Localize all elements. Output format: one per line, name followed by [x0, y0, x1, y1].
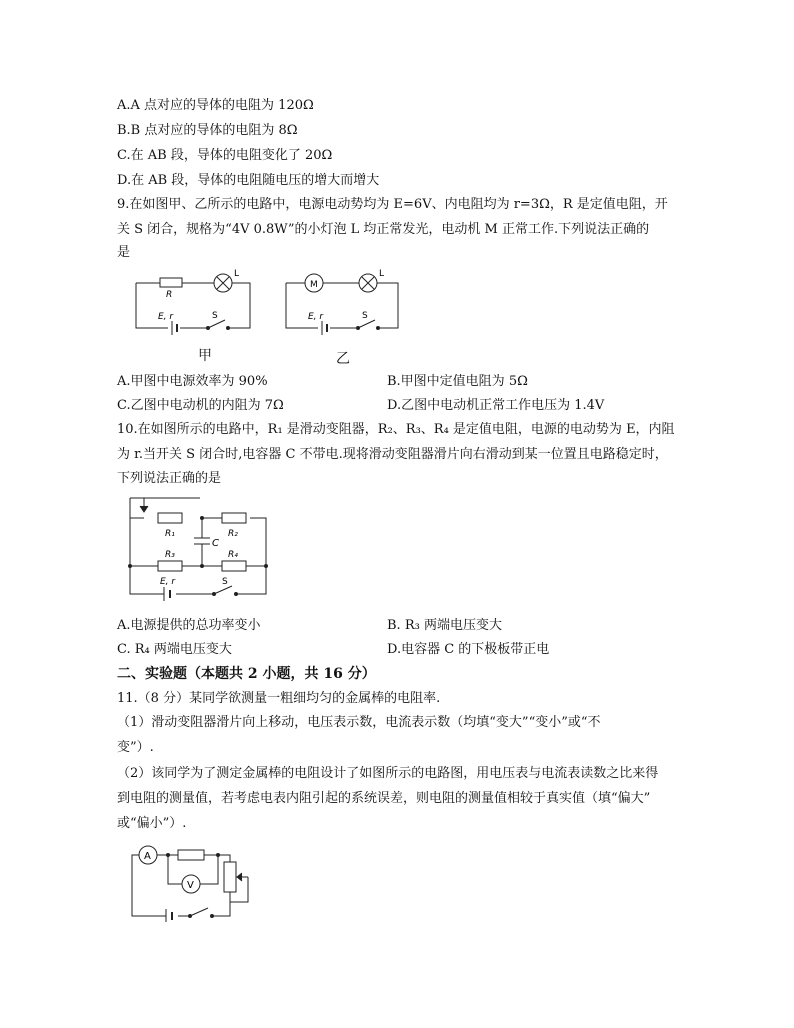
q8-option-a: A.A 点对应的导体的电阻为 120Ω: [117, 98, 314, 113]
q9-stem-line1: 9.在如图甲、乙所示的电路中，电源电动势均为 E=6V、内电阻均为 r=3Ω，R 是定值电阻，开: [117, 197, 668, 212]
q9-yi-M-label: M: [310, 280, 318, 290]
q9-option-a: A.甲图中电源效率为 90%: [117, 374, 268, 389]
q11-part2-line3: 或“偏小”）.: [117, 816, 187, 831]
q10-C-label: C: [212, 538, 219, 549]
q11-part2-line2: 到电阻的测量值，若考虑电表内阻引起的系统误差，则电阻的测量值相较于真实值（填“偏大”: [117, 791, 651, 806]
q10-R1-label: R₁: [165, 529, 175, 539]
q9-jia-S-label: S: [212, 311, 218, 321]
q10-R2-label: R₂: [228, 529, 238, 539]
q9-jia-L-label: L: [234, 269, 240, 279]
q9-circuit-yi: [278, 266, 408, 338]
q10-option-a: A.电源提供的总功率变小: [117, 618, 261, 633]
q10-option-c: C. R₄ 两端电压变大: [117, 642, 232, 657]
q10-circuit: [124, 494, 274, 606]
q9-option-c: C.乙图中电动机的内阻为 7Ω: [117, 398, 284, 413]
q11-part2-line1: （2）该同学为了测定金属棒的电阻设计了如图所示的电路图，用电压表与电流表读数之比来得: [117, 766, 659, 781]
q8-option-b: B.B 点对应的导体的电阻为 8Ω: [117, 123, 298, 138]
q11-part1-line2: 变”）.: [117, 740, 154, 755]
q10-option-b: B. R₃ 两端电压变大: [387, 618, 502, 633]
q11-ammeter-label: A: [144, 851, 151, 862]
q11-voltmeter-label: V: [187, 880, 194, 891]
q10-Er-label: E, r: [160, 577, 176, 587]
q9-option-d: D.乙图中电动机正常工作电压为 1.4V: [387, 398, 605, 413]
q10-option-d: D.电容器 C 的下极板带正电: [387, 642, 550, 657]
q9-caption-jia: 甲: [198, 348, 212, 364]
q8-option-c: C.在 AB 段，导体的电阻变化了 20Ω: [117, 148, 333, 163]
q9-stem-line2: 关 S 闭合，规格为“4V 0.8W”的小灯泡 L 均正常发光，电动机 M 正常工作.下列说法正确的: [117, 222, 650, 237]
q9-yi-L-label: L: [379, 269, 385, 279]
q8-option-d: D.在 AB 段，导体的电阻随电压的增大而增大: [117, 173, 380, 188]
q10-stem-line1: 10.在如图所示的电路中，R₁ 是滑动变阻器，R₂、R₃、R₄ 是定值电阻，电源的电动势为 E，内阻: [117, 422, 675, 437]
section-2-heading: 二、实验题（本题共 2 小题，共 16 分）: [117, 666, 376, 682]
q9-caption-yi: 乙: [336, 351, 350, 367]
q11-stem: 11.（8 分）某同学欲测量一粗细均匀的金属棒的电阻率.: [117, 691, 441, 706]
q11-part1-line1: （1）滑动变阻器滑片向上移动，电压表示数，电流表示数（均填“变大”“变小”或“不: [117, 715, 601, 730]
q10-R4-label: R₄: [228, 550, 238, 560]
q10-stem-line2: 为 r.当开关 S 闭合时,电容器 C 不带电.现将滑动变阻器滑片向右滑动到某一位置且电路稳定时，: [117, 447, 668, 462]
q11-circuit: [126, 840, 256, 922]
q10-stem-line3: 下列说法正确的是: [117, 471, 222, 486]
q9-jia-R-label: R: [166, 290, 173, 300]
q10-S-label: S: [222, 577, 228, 587]
q9-jia-Er-label: E, r: [158, 312, 174, 322]
q10-R3-label: R₃: [165, 550, 175, 560]
q9-yi-S-label: S: [362, 311, 368, 321]
q9-option-b: B.甲图中定值电阻为 5Ω: [387, 374, 528, 389]
q9-yi-Er-label: E, r: [308, 312, 324, 322]
q9-circuit-jia: [128, 266, 258, 338]
q9-stem-line3: 是: [117, 245, 131, 260]
